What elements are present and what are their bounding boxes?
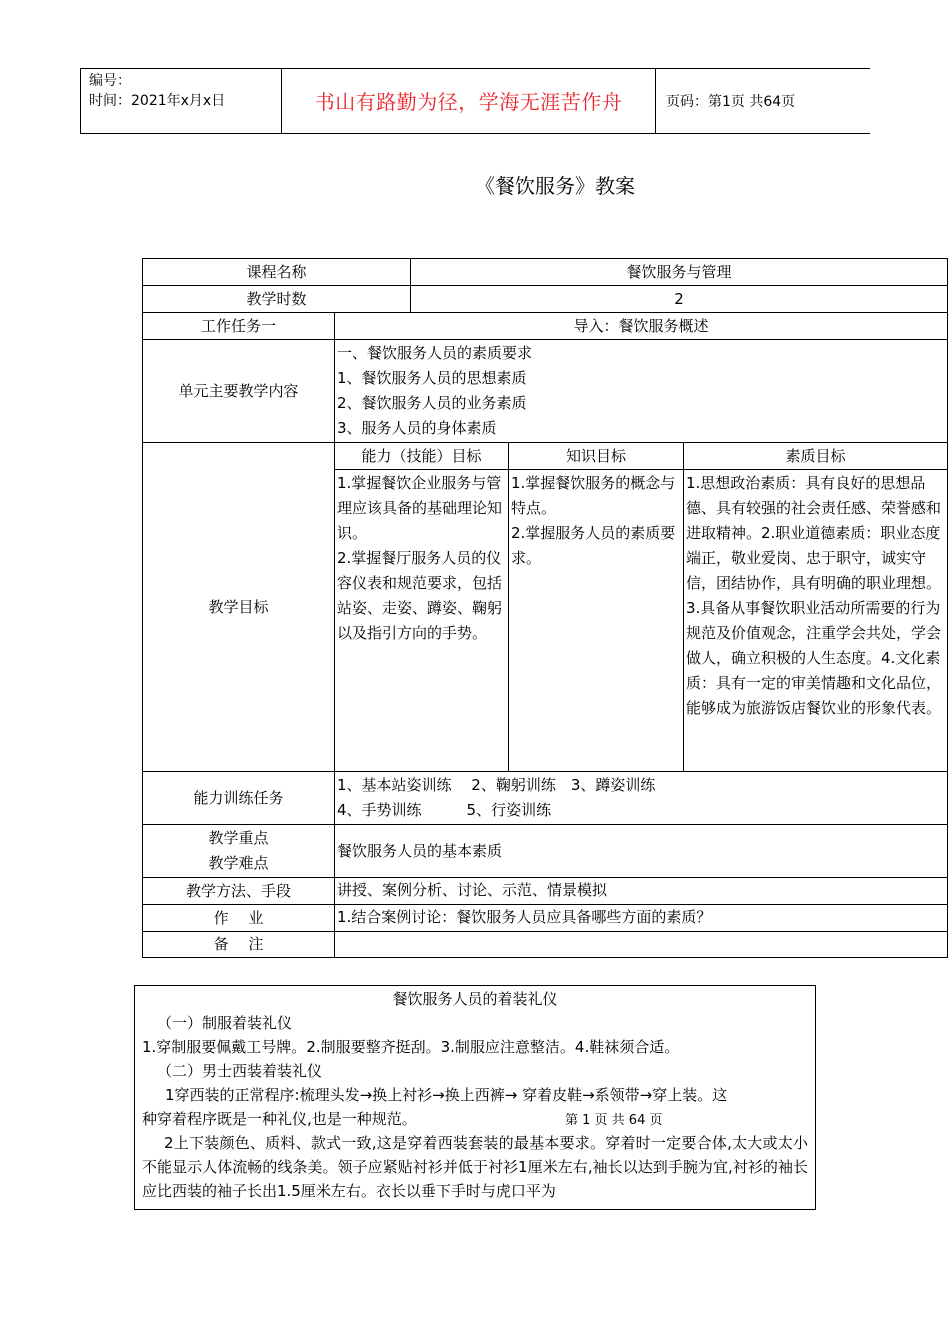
knowledge-goal-header: 知识目标 (508, 442, 684, 470)
training-line: 4、手势训练 5、行姿训练 (337, 801, 552, 819)
homework-label: 作 业 (142, 904, 335, 932)
goals-label: 教学目标 (142, 442, 335, 772)
page-header (80, 68, 870, 134)
course-name-value: 餐饮服务与管理 (410, 258, 948, 286)
etiquette-section (134, 985, 816, 1210)
method-value: 讲授、案例分析、讨论、示范、情景模拟 (334, 877, 948, 905)
homework-value: 1.结合案例讨论：餐饮服务人员应具备哪些方面的素质？ (334, 904, 948, 932)
etiquette-paragraph-2b: 种穿着程序既是一种礼仪,也是一种规范。 (142, 1110, 417, 1128)
key-content: 餐饮服务人员的基本素质 (334, 824, 948, 878)
remark-value (334, 931, 948, 958)
knowledge-goals (508, 469, 684, 772)
header-meta (81, 69, 282, 133)
task-value: 导入：餐饮服务概述 (334, 312, 948, 340)
task-label: 工作任务一 (142, 312, 335, 340)
unit-item: 1、餐饮服务人员的思想素质 (337, 369, 527, 387)
number-label: 编号： (89, 73, 131, 89)
etiquette-heading-1: （一）制服着装礼仪 (157, 1014, 293, 1032)
hours-value: 2 (410, 285, 948, 313)
etiquette-paragraph-2a: 1穿西装的正常程序:梳理头发→换上衬衫→换上西裤→ 穿着皮鞋→系领带→穿上装。这 (165, 1086, 728, 1104)
etiquette-paragraph-1: 1.穿制服要佩戴工号牌。2.制服要整齐挺刮。3.制服应注意整洁。4.鞋袜须合适。 (142, 1038, 680, 1056)
difficulty-label: 教学难点 (208, 854, 269, 872)
etiquette-title: 餐饮服务人员的着装礼仪 (392, 990, 558, 1008)
etiquette-paragraph-3: 2上下装颜色、质料、款式一致,这是穿着西装套装的最基本要求。穿着时一定要合体,太大或太小不能显示人体流畅的线条美。领子应紧贴衬衫并低于衬衫1厘米左右,袖长以达到手腕为宜,衬衫的袖长应比西装的袖子长出1.5厘米左右。衣长以垂下手时与虎口平为 (142, 1134, 808, 1200)
training-tasks (334, 771, 948, 825)
unit-content-list (334, 339, 948, 443)
knowledge-goal-item: 1.掌握餐饮服务的概念与特点。 (511, 474, 676, 517)
unit-content-label: 单元主要教学内容 (142, 339, 335, 443)
unit-item: 一、餐饮服务人员的素质要求 (337, 344, 533, 362)
lesson-plan-table (142, 258, 948, 958)
key-label: 教学重点 (208, 829, 269, 847)
key-difficulty-label (142, 824, 335, 878)
training-line: 1、基本站姿训练 2、鞠躬训练 3、蹲姿训练 (337, 776, 656, 794)
ability-goals (334, 469, 509, 772)
unit-item: 2、餐饮服务人员的业务素质 (337, 394, 527, 412)
etiquette-heading-2: （二）男士西装着装礼仪 (157, 1062, 323, 1080)
quality-goal-header: 素质目标 (683, 442, 948, 470)
page-footer: 第 1 页 共 64 页 (565, 1113, 663, 1128)
remark-label: 备 注 (142, 931, 335, 958)
document-title: 《餐饮服务》教案 (475, 174, 635, 198)
quality-goals: 1.思想政治素质：具有良好的思想品德、具有较强的社会责任感、荣誉感和进取精神。2.职业道德素质：职业态度端正，敬业爱岗、忠于职守，诚实守信，团结协作，具有明确的职业理想。3.具备从事餐饮职业活动所需要的行为规范及价值观念，注重学会共处，学会做人，确立积极的人生态度。4.文化素质：具有一定的审美情趣和文化品位，能够成为旅游饭店餐饮业的形象代表。 (683, 469, 948, 772)
ability-goal-item: 2.掌握餐厅服务人员的仪容仪表和规范要求，包括站姿、走姿、蹲姿、鞠躬以及指引方向的手势。 (337, 549, 503, 642)
course-name-label: 课程名称 (142, 258, 411, 286)
ability-goal-item: 1.掌握餐饮企业服务与管理应该具备的基础理论知识。 (337, 474, 503, 542)
time-label: 时间：2021年x月x日 (89, 93, 226, 109)
unit-item: 3、服务人员的身体素质 (337, 419, 497, 437)
header-page-info: 页码：第1页 共64页 (666, 94, 796, 110)
training-label: 能力训练任务 (142, 771, 335, 825)
ability-goal-header: 能力（技能）目标 (334, 442, 509, 470)
knowledge-goal-item: 2.掌握服务人员的素质要求。 (511, 524, 676, 567)
method-label: 教学方法、手段 (142, 877, 335, 905)
etiquette-line-with-footer (135, 1107, 815, 1131)
hours-label: 教学时数 (142, 285, 411, 313)
header-motto: 书山有路勤为径，学海无涯苦作舟 (282, 69, 656, 133)
